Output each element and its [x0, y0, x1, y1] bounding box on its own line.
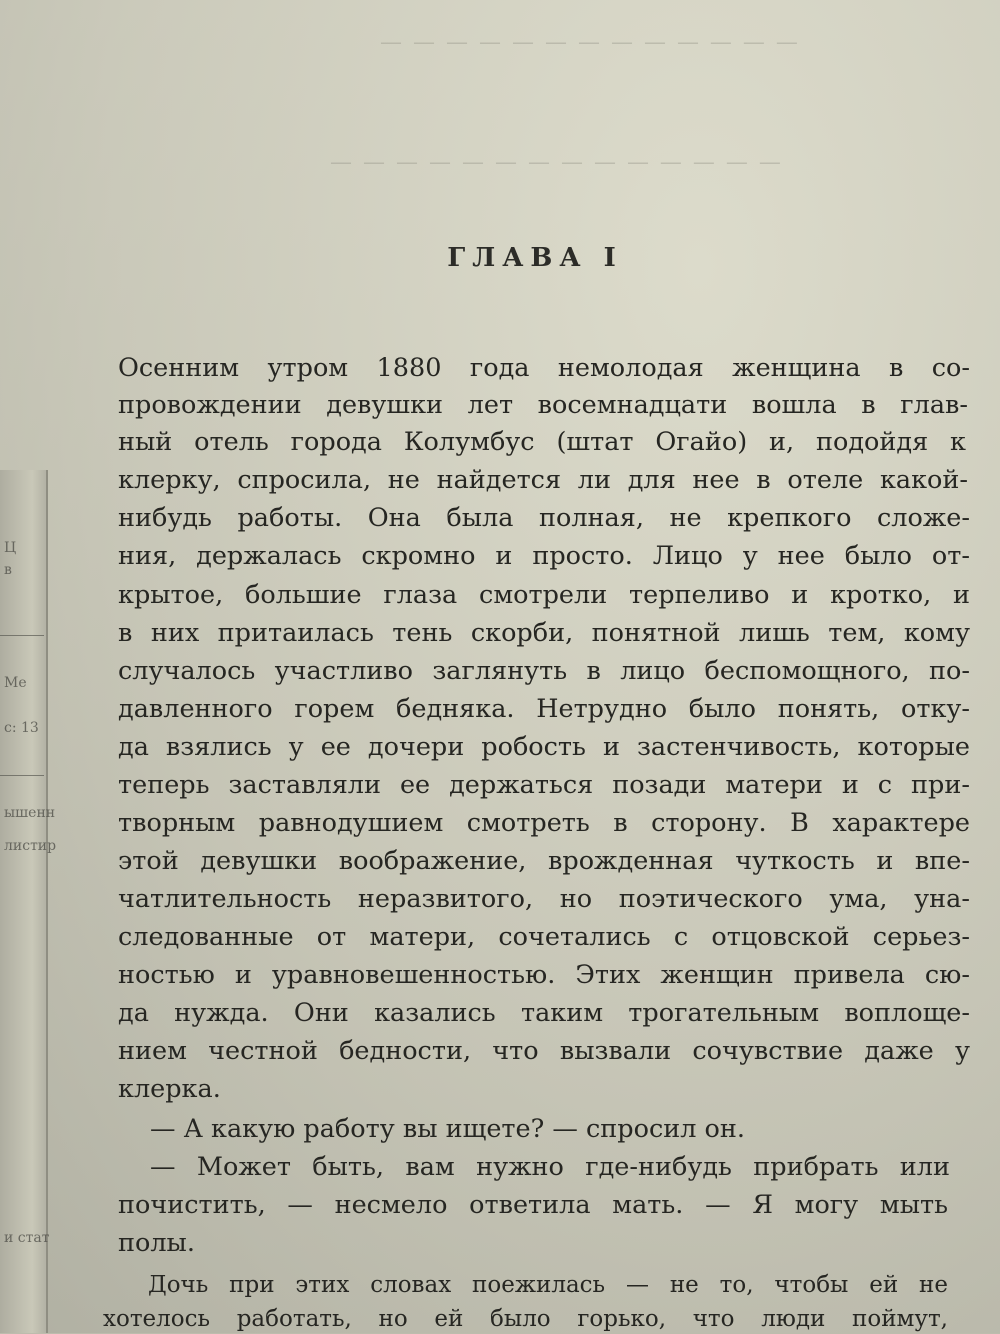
dialogue-line: — А какую работу вы ищете? — спросил он. [150, 1114, 745, 1144]
text-line: Осенним утром 1880 года немолодая женщина в со- [118, 353, 970, 383]
text-line: крытое, большие глаза смотрели терпеливо и кротко, и [118, 580, 970, 610]
text-line: провождении девушки лет восемнадцати вошла в глав- [118, 390, 968, 420]
text-line: случалось участливо заглянуть в лицо беспомощного, по- [118, 656, 970, 686]
text-line: теперь заставляли ее держаться позади матери и с при- [118, 770, 970, 800]
facing-page-edge [0, 470, 57, 1333]
text-line: следованные от матери, сочетались с отцовской серьез- [118, 922, 970, 952]
facing-page-fragment: и стат [4, 1230, 50, 1246]
text-line: хотелось работать, но ей было горько, что люди поймут, [103, 1306, 948, 1332]
text-line: клерку, спросила, не найдется ли для нее в отеле какой- [118, 465, 968, 495]
facing-page-fragment: ышенн [4, 805, 56, 821]
text-line: этой девушки воображение, врожденная чуткость и впе- [118, 846, 970, 876]
text-line: давленного горем бедняка. Нетрудно было понять, отку- [118, 694, 970, 724]
text-line: клерка. [118, 1074, 221, 1104]
facing-page-fragment: в [4, 562, 12, 578]
text-line: ностью и уравновешенностью. Этих женщин привела сю- [118, 960, 970, 990]
bleed-through-text: — — — — — — — — — — — — — — [330, 150, 783, 175]
facing-page-rule [0, 635, 44, 636]
text-line: да нужда. Они казались таким трогательным воплоще- [118, 998, 970, 1028]
chapter-title: ГЛАВА I [447, 243, 623, 273]
text-line: полы. [118, 1228, 195, 1258]
dialogue-line: — Может быть, вам нужно где-нибудь прибрать или [150, 1152, 950, 1182]
text-line: чатлительность неразвитого, но поэтического ума, уна- [118, 884, 970, 914]
text-line: Дочь при этих словах поежилась — не то, чтобы ей не [148, 1272, 948, 1298]
facing-page-fragment: Ме [4, 675, 27, 691]
facing-page-fragment: Ц [4, 540, 17, 556]
text-line: в них притаилась тень скорби, понятной лишь тем, кому [118, 618, 970, 648]
text-line: ный отель города Колумбус (штат Огайо) и, подойдя к [118, 427, 966, 457]
bleed-through-text: — — — — — — — — — — — — — [380, 30, 800, 55]
facing-page-fragment: с: 13 [4, 720, 39, 736]
text-line: почистить, — несмело ответила мать. — Я могу мыть [118, 1190, 948, 1220]
text-line: творным равнодушием смотреть в сторону. В характере [118, 808, 970, 838]
text-line: нием честной бедности, что вызвали сочувствие даже у [118, 1036, 970, 1066]
text-line: да взялись у ее дочери робость и застенчивость, которые [118, 732, 970, 762]
facing-page-rule [0, 775, 44, 776]
text-line: нибудь работы. Она была полная, не крепкого сложе- [118, 503, 970, 533]
facing-page-fragment: листир [4, 838, 57, 854]
text-line: ния, держалась скромно и просто. Лицо у нее было от- [118, 541, 970, 571]
